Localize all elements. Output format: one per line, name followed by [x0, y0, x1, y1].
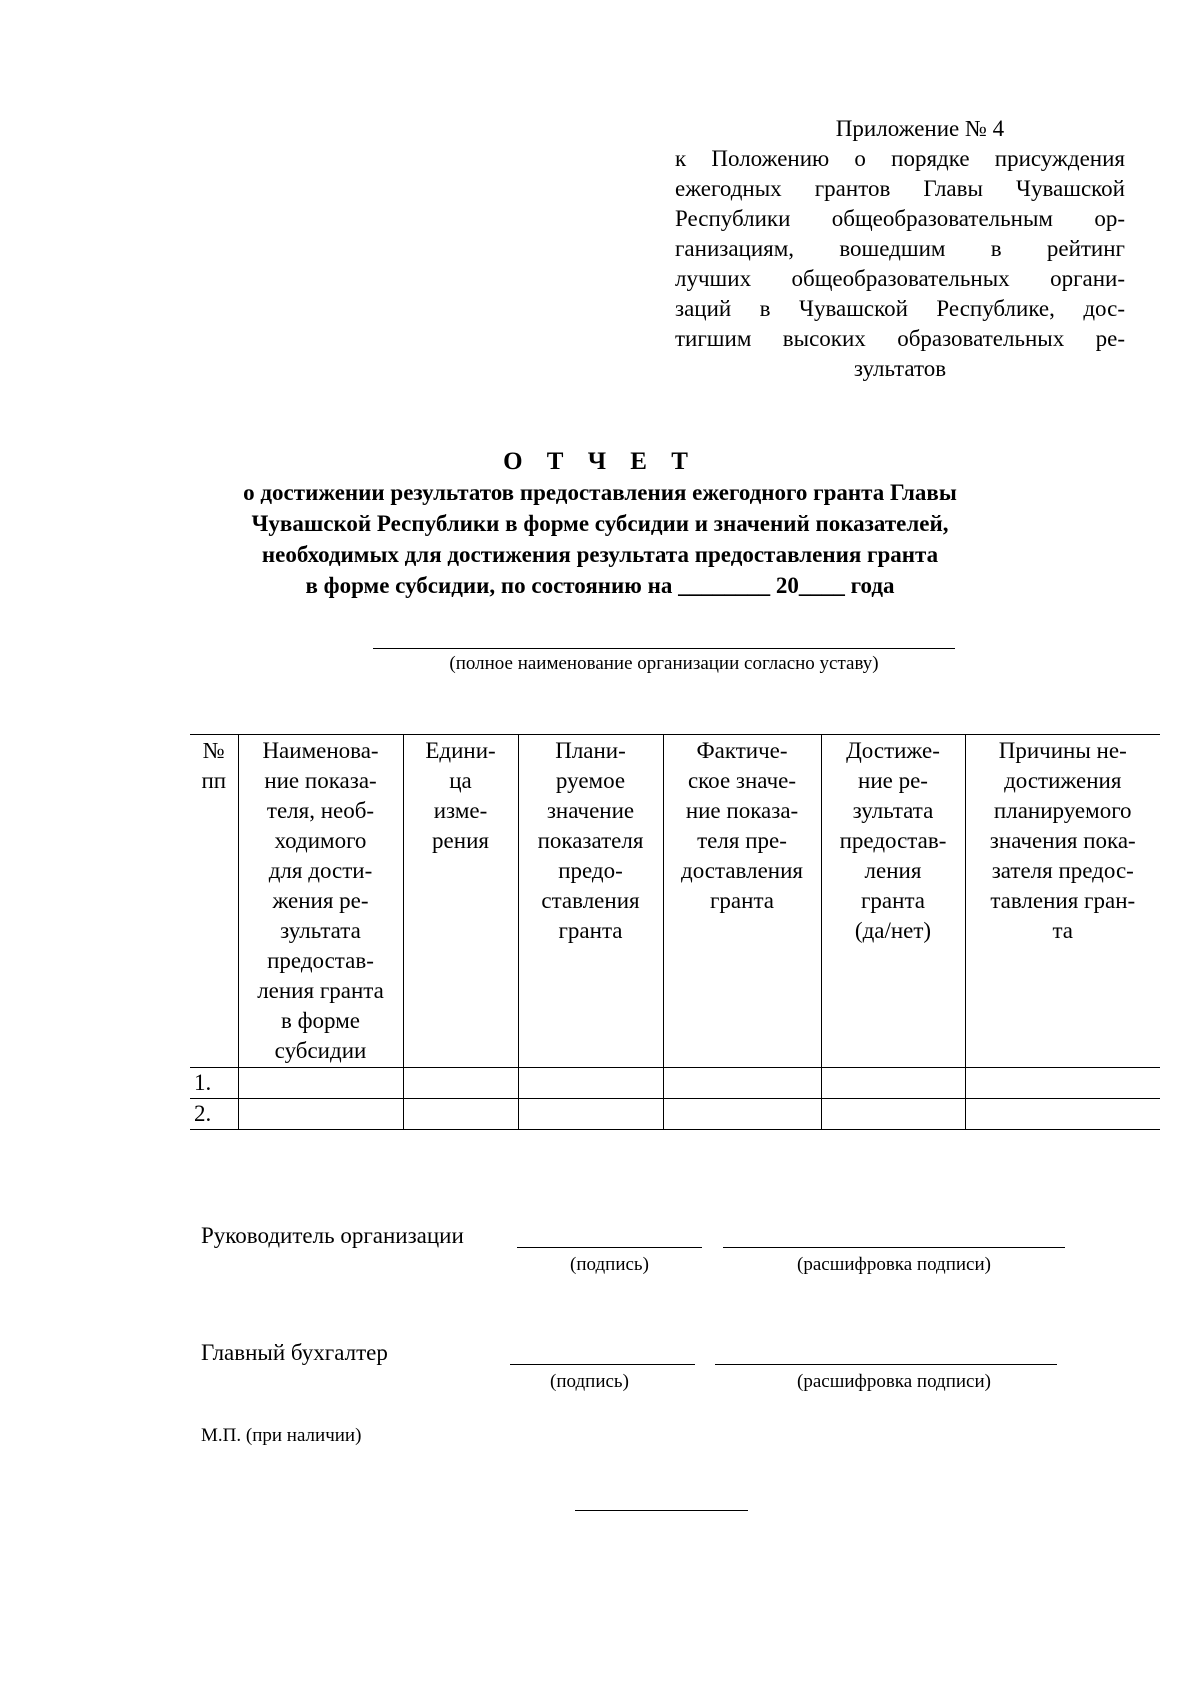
- header-unit: [403, 735, 518, 1068]
- head-decoding-line: [723, 1247, 1065, 1248]
- appendix-heading: Приложение № 4: [835, 116, 1005, 141]
- table-cell: [238, 1099, 403, 1130]
- header-line: субсидии: [274, 1038, 367, 1063]
- end-line: [575, 1510, 748, 1511]
- report-title-block: [150, 446, 1050, 601]
- header-line: предо-: [558, 858, 623, 883]
- header-line: ходимого: [274, 828, 367, 853]
- header-line: Плани-: [555, 738, 626, 763]
- appendix-line: заций в Чувашской Республике, дос-: [675, 296, 1125, 321]
- header-line: в форме: [281, 1008, 360, 1033]
- header-line: ления: [864, 858, 922, 883]
- report-table: [190, 734, 1160, 1130]
- header-line: достижения: [1004, 768, 1122, 793]
- header-planned-value: [518, 735, 663, 1068]
- report-subtitle-line: в форме субсидии, по состоянию на ________ 20____ года: [305, 573, 895, 598]
- header-line: гранта: [558, 918, 623, 943]
- accountant-label: Главный бухгалтер: [201, 1340, 388, 1365]
- header-line: предостав-: [267, 948, 374, 973]
- table-cell: [403, 1068, 518, 1099]
- table-row: [190, 1068, 1160, 1099]
- report-subtitle-line: необходимых для достижения результата предоставления гранта: [261, 542, 939, 567]
- appendix-line: зультатов: [853, 356, 947, 381]
- header-line: значения пока-: [989, 828, 1136, 853]
- header-reasons: [965, 735, 1160, 1068]
- header-achievement: [821, 735, 965, 1068]
- header-line: жения ре-: [272, 888, 369, 913]
- appendix-line: ежегодных грантов Главы Чувашской: [675, 176, 1125, 201]
- table-cell: [518, 1099, 663, 1130]
- header-line: планируемого: [993, 798, 1132, 823]
- table-cell: [821, 1068, 965, 1099]
- header-line: рения: [432, 828, 489, 853]
- appendix-line: тигшим высоких образовательных ре-: [675, 326, 1125, 351]
- header-line: ние показа-: [264, 768, 377, 793]
- appendix-block: [675, 114, 1125, 384]
- table-header-row: [190, 735, 1160, 1068]
- header-line: гранта: [861, 888, 925, 913]
- header-line: ние ре-: [858, 768, 928, 793]
- header-line: зультата: [852, 798, 934, 823]
- appendix-line: ганизациям, вошедшим в рейтинг: [675, 236, 1125, 261]
- appendix-line: к Положению о порядке присуждения: [675, 146, 1125, 171]
- head-signature-line: [517, 1247, 702, 1248]
- table-cell: [965, 1099, 1160, 1130]
- appendix-line: лучших общеобразовательных органи-: [675, 266, 1125, 291]
- table-cell: [663, 1068, 821, 1099]
- stamp-place: М.П. (при наличии): [201, 1425, 362, 1446]
- header-line: зультата: [280, 918, 361, 943]
- report-title: О Т Ч Е Т: [503, 448, 697, 475]
- accountant-decoding-line: [715, 1364, 1057, 1365]
- report-subtitle-line: Чувашской Республики в форме субсидии и значений показателей,: [251, 511, 949, 536]
- table-cell: [663, 1099, 821, 1130]
- header-line: доставления: [681, 858, 803, 883]
- header-indicator-name: [238, 735, 403, 1068]
- header-line: руемое: [555, 768, 626, 793]
- appendix-line: Республики общеобразовательным ор-: [675, 206, 1125, 231]
- header-line: изме-: [433, 798, 488, 823]
- table-cell: [821, 1099, 965, 1130]
- accountant-signature-caption: (подпись): [550, 1371, 629, 1392]
- header-line: зателя предос-: [991, 858, 1134, 883]
- header-line: гранта: [710, 888, 774, 913]
- organization-caption: (полное наименование организации согласно уставу): [449, 653, 879, 674]
- head-decoding-caption: (расшифровка подписи): [797, 1254, 991, 1275]
- accountant-decoding-caption: (расшифровка подписи): [797, 1371, 991, 1392]
- table-cell: 2.: [190, 1099, 238, 1130]
- header-line: Причины не-: [998, 738, 1127, 763]
- header-line: Наименова-: [262, 738, 379, 763]
- header-line: теля, необ-: [266, 798, 375, 823]
- header-line: ское значе-: [687, 768, 797, 793]
- head-label: Руководитель организации: [201, 1223, 464, 1248]
- header-line: Едини-: [425, 738, 496, 763]
- header-line: пп: [201, 768, 227, 793]
- header-actual-value: [663, 735, 821, 1068]
- header-line: та: [1052, 918, 1074, 943]
- organization-name-line: [373, 648, 955, 649]
- header-line: Достиже-: [846, 738, 940, 763]
- accountant-signature-line: [510, 1364, 695, 1365]
- header-line: значение: [546, 798, 635, 823]
- table-cell: [965, 1068, 1160, 1099]
- table-cell: [238, 1068, 403, 1099]
- header-line: ления гранта: [257, 978, 384, 1003]
- header-number: [190, 735, 238, 1068]
- table-cell: [403, 1099, 518, 1130]
- header-line: Фактиче-: [696, 738, 788, 763]
- table-cell: 1.: [190, 1068, 238, 1099]
- header-line: ние показа-: [685, 798, 799, 823]
- header-line: теля пре-: [697, 828, 787, 853]
- header-line: для дости-: [268, 858, 373, 883]
- header-line: (да/нет): [854, 918, 932, 943]
- header-line: предостав-: [839, 828, 947, 853]
- header-line: ца: [449, 768, 472, 793]
- header-line: №: [202, 738, 225, 763]
- header-line: показателя: [537, 828, 644, 853]
- header-line: тавления гран-: [990, 888, 1136, 913]
- header-line: ставления: [541, 888, 640, 913]
- table-row: [190, 1099, 1160, 1130]
- head-signature-caption: (подпись): [570, 1254, 649, 1275]
- table-cell: [518, 1068, 663, 1099]
- report-subtitle-line: о достижении результатов предоставления ежегодного гранта Главы: [243, 480, 957, 505]
